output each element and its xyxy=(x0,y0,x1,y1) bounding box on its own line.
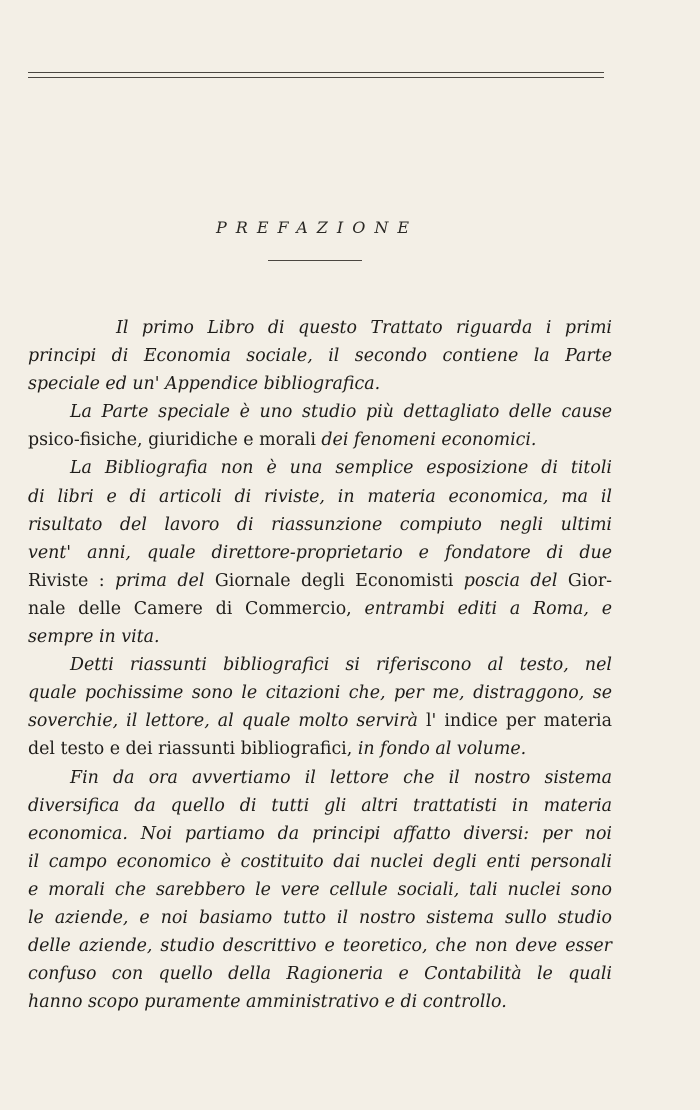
paragraph-4 xyxy=(28,651,612,763)
text-line xyxy=(28,651,612,679)
text-segment: e morali che sarebbero le vere cellule sociali, tali nuclei sono xyxy=(28,879,612,900)
paragraph-5 xyxy=(28,764,612,1017)
text-line xyxy=(28,567,612,595)
page-title: PREFAZIONE xyxy=(216,218,418,237)
text-segment: speciale ed un' Appendice bibliografica. xyxy=(28,374,381,395)
paragraph-2 xyxy=(28,398,612,454)
text-segment: risultato del lavoro di riassunzione compiuto negli ultimi xyxy=(28,514,612,535)
text-segment: l' indice per materia xyxy=(425,711,612,732)
text-line xyxy=(28,876,612,904)
text-segment: dei fenomeni economici. xyxy=(321,430,537,451)
text-line xyxy=(28,595,612,623)
text-segment: La Parte speciale è uno studio più dettagliato delle cause xyxy=(70,402,612,423)
text-segment: Giornale degli Economisti xyxy=(214,570,464,591)
text-line xyxy=(28,426,612,454)
text-segment: economica. Noi partiamo da principi affatto diversi: per noi xyxy=(28,823,612,844)
text-line xyxy=(28,342,612,370)
text-line xyxy=(28,454,612,482)
text-segment: entrambi editi a Roma, e xyxy=(364,598,612,619)
text-line xyxy=(28,539,612,567)
text-segment: La Bibliografia non è una semplice esposizione di titoli xyxy=(70,458,612,479)
text-segment: confuso con quello della Ragioneria e Contabilità le quali xyxy=(28,964,612,985)
text-segment: prima del xyxy=(115,570,215,591)
text-line xyxy=(28,932,612,960)
text-segment: Gior- xyxy=(567,570,613,591)
text-segment: il campo economico è costituito dai nuclei degli enti personali xyxy=(28,851,612,872)
text-line xyxy=(28,764,612,792)
text-segment: principi di Economia sociale, il secondo contiene la Parte xyxy=(28,346,612,367)
text-segment: hanno scopo puramente amministrativo e di controllo. xyxy=(28,992,507,1013)
preface-body xyxy=(28,314,612,1016)
text-segment: Detti riassunti bibliografici si riferiscono al testo, nel xyxy=(70,655,612,676)
text-segment: soverchie, il lettore, al quale molto servirà xyxy=(28,711,426,732)
text-segment: sempre in vita. xyxy=(28,627,160,648)
text-segment: diversifica da quello di tutti gli altri trattatisti in materia xyxy=(28,795,612,816)
text-line xyxy=(28,988,612,1016)
text-line xyxy=(28,483,612,511)
text-line xyxy=(28,792,612,820)
top-double-rule xyxy=(28,72,604,78)
text-line xyxy=(28,848,612,876)
text-segment: le aziende, e noi basiamo tutto il nostro sistema sullo studio xyxy=(28,907,612,928)
text-line xyxy=(28,960,612,988)
text-line xyxy=(28,707,612,735)
text-line xyxy=(28,679,612,707)
text-segment: in fondo al volume. xyxy=(357,739,527,760)
paragraph-3 xyxy=(28,454,612,651)
text-segment: nale delle Camere di Commercio, xyxy=(28,598,365,619)
text-line xyxy=(28,314,612,342)
text-line xyxy=(28,904,612,932)
text-segment: di libri e di articoli di riviste, in materia economica, ma il xyxy=(28,486,612,507)
text-segment: vent' anni, quale direttore-proprietario e fondatore di due xyxy=(28,542,612,563)
text-segment: Riviste : xyxy=(28,570,116,591)
text-segment: Il primo Libro di questo Trattato riguarda i primi xyxy=(116,318,612,338)
paragraph-1 xyxy=(28,314,612,398)
text-segment: quale pochissime sono le citazioni che, per me, distraggono, se xyxy=(28,683,612,704)
text-line xyxy=(28,370,612,398)
text-line xyxy=(28,398,612,426)
text-segment: psico-fisiche, giuridiche e morali xyxy=(28,430,322,451)
text-line xyxy=(28,623,612,651)
text-segment: poscia del xyxy=(463,570,568,591)
text-line xyxy=(28,735,612,763)
text-line xyxy=(28,820,612,848)
text-segment: delle aziende, studio descrittivo e teoretico, che non deve esser xyxy=(28,936,612,957)
title-underline xyxy=(268,260,362,261)
text-segment: Fin da ora avvertiamo il lettore che il nostro sistema xyxy=(70,767,612,788)
text-segment: del testo e dei riassunti bibliografici, xyxy=(28,739,358,760)
text-line xyxy=(28,511,612,539)
